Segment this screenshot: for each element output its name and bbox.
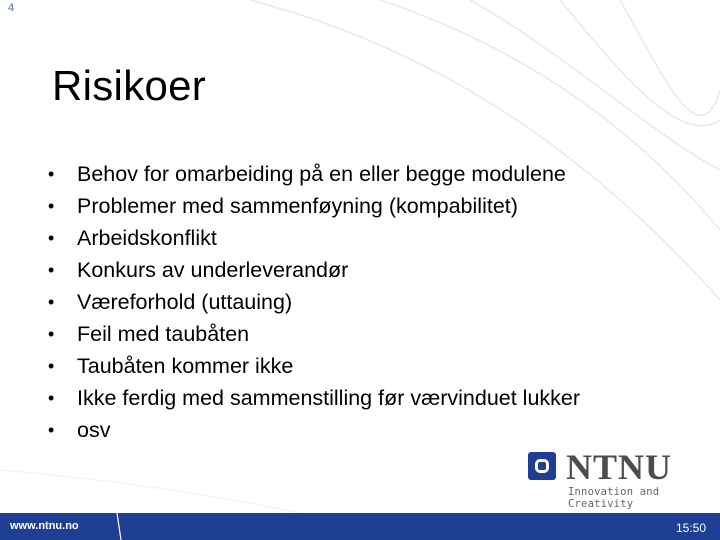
bullet-text: Konkurs av underleverandør [77, 258, 349, 282]
bullet-marker: • [48, 228, 55, 248]
bullet-item [48, 414, 580, 446]
bullet-item [48, 222, 580, 254]
bullet-text: osv [77, 418, 111, 442]
bullet-item [48, 350, 580, 382]
bullet-item [48, 382, 580, 414]
bullet-item [48, 254, 580, 286]
bullet-list [48, 158, 580, 446]
bullet-text: Væreforhold (uttauing) [77, 290, 293, 314]
footer-time: 15:50 [675, 521, 706, 535]
footer-url: www.ntnu.no [10, 520, 79, 532]
bullet-marker: • [48, 420, 55, 440]
bullet-item [48, 286, 580, 318]
bullet-item [48, 318, 580, 350]
bullet-text: Arbeidskonflikt [77, 226, 217, 250]
bullet-text: Behov for omarbeiding på en eller begge modulene [77, 162, 566, 186]
bullet-marker: • [48, 388, 55, 408]
bullet-text: Feil med taubåten [77, 322, 250, 346]
slide-number: 4 [8, 2, 15, 14]
logo-name: NTNU [566, 447, 673, 487]
logo-tagline: Innovation and Creativity [568, 486, 660, 510]
slide-title: Risikoer [52, 62, 207, 109]
bullet-marker: • [48, 196, 55, 216]
footer-bar [0, 513, 720, 540]
bullet-marker: • [48, 292, 55, 312]
bullet-marker: • [48, 260, 55, 280]
bullet-text: Ikke ferdig med sammenstilling før værvinduet lukker [77, 386, 581, 410]
bullet-item [48, 158, 580, 190]
footer-slash-decoration [116, 513, 122, 540]
bullet-marker: • [48, 356, 55, 376]
bullet-text: Problemer med sammenføyning (kompabilitet) [77, 194, 518, 218]
bullet-text: Taubåten kommer ikke [77, 354, 294, 378]
bullet-marker: • [48, 164, 55, 184]
bullet-marker: • [48, 324, 55, 344]
bullet-item [48, 190, 580, 222]
ntnu-logo-icon [528, 452, 556, 480]
ntnu-logo [528, 447, 708, 510]
